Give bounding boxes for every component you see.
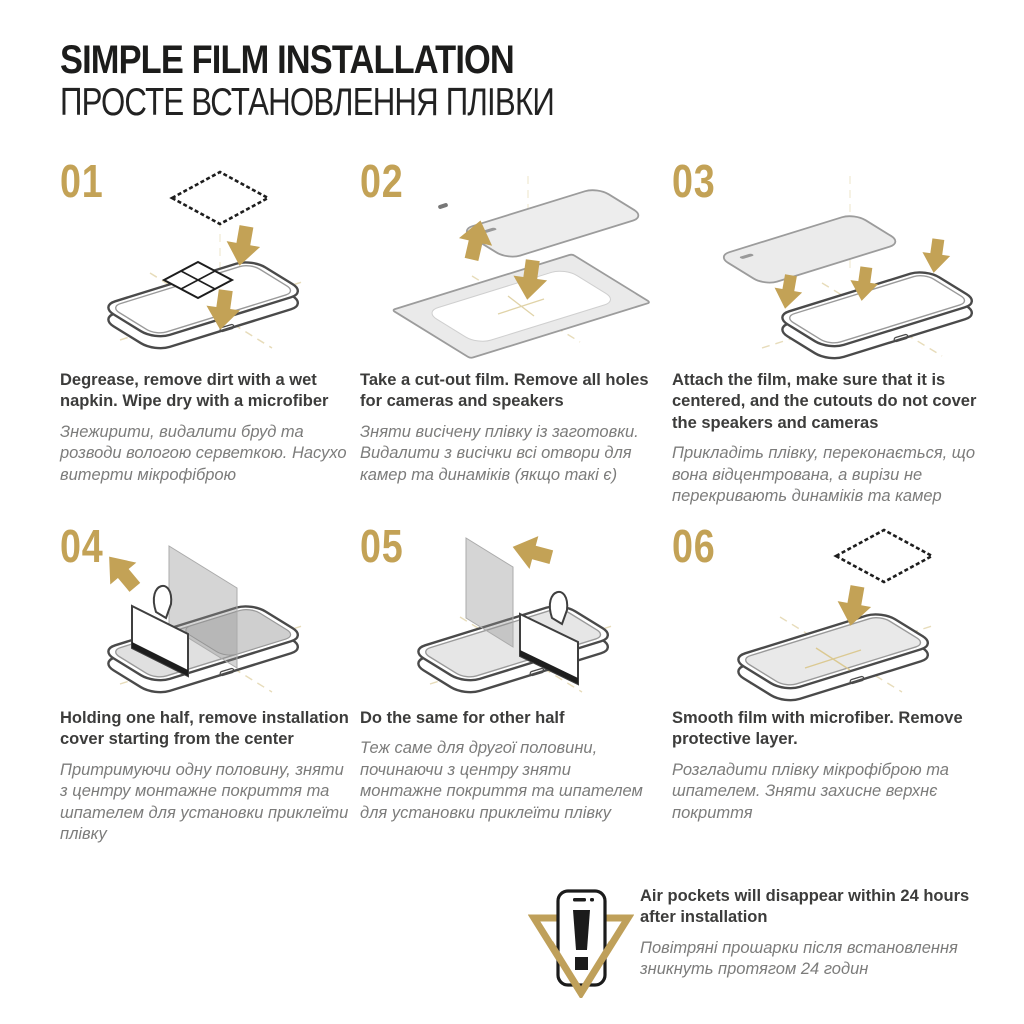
warning-text-en: Air pockets will disappear within 24 hours after installation xyxy=(640,887,970,927)
microfiber-cloth-icon xyxy=(172,172,268,224)
cutout-film-sheet-icon xyxy=(380,158,660,363)
step-06-text-en: Smooth film with microfiber. Remove protective layer. xyxy=(672,709,963,749)
step-04-number: 04 xyxy=(60,520,104,572)
step-02-text xyxy=(360,370,654,486)
microfiber-cloth-icon xyxy=(836,530,932,582)
phone-icon xyxy=(774,269,980,362)
step-05-number: 05 xyxy=(360,520,404,572)
warning-text xyxy=(640,886,996,981)
step-02-text-ua: Зняти висічену плівку із заготовки. Видалити з висічки всі отвори для камер та динаміків (якщо такі є) xyxy=(360,422,639,484)
page-title xyxy=(60,40,677,122)
step-05-text-en: Do the same for other half xyxy=(360,709,565,727)
step-06-number: 06 xyxy=(672,520,716,572)
peel-other-half-squeegee-icon xyxy=(380,525,660,703)
microfiber-napkin-phone-icon xyxy=(70,158,350,363)
step-04-text xyxy=(60,708,352,846)
step-02-text-en: Take a cut-out film. Remove all holes for cameras and speakers xyxy=(360,371,649,411)
arrow-left-icon xyxy=(508,530,555,573)
arrow-down-icon xyxy=(920,237,952,275)
step-03-number: 03 xyxy=(672,155,716,207)
step-03-text xyxy=(672,370,998,508)
step-03-text-en: Attach the film, make sure that it is centered, and the cutouts do not cover the speakers and cameras xyxy=(672,371,977,432)
warning-text-ua: Повітряні прошарки після встановлення зникнуть протягом 24 годин xyxy=(640,938,958,979)
phone-exclamation-triangle-icon xyxy=(528,886,634,998)
step-03-text-ua: Прикладіть плівку, переконається, що вона відцентрована, а вирізи не перекривають динаміків та камер xyxy=(672,444,976,506)
page-title-en: SIMPLE FILM INSTALLATION xyxy=(60,38,514,82)
smooth-microfiber-phone-icon xyxy=(702,525,982,703)
step-04-text-ua: Притримуючи одну половину, зняти з центру монтажне покриття та шпателем для установки приклеїти плівку xyxy=(60,760,349,844)
step-06-text xyxy=(672,708,998,824)
step-05-text-ua: Теж саме для другої половини, починаючи з центру зняти монтажне покриття та шпателем для установки приклеїти плівку xyxy=(360,739,643,822)
step-02-number: 02 xyxy=(360,155,404,207)
arrow-up-left-icon xyxy=(96,546,148,598)
page-title-ua: ПРОСТЕ ВСТАНОВЛЕННЯ ПЛІВКИ xyxy=(60,81,554,124)
phone-icon xyxy=(730,611,936,703)
step-01-number: 01 xyxy=(60,155,104,207)
step-05-text xyxy=(360,708,656,824)
peel-half-squeegee-icon xyxy=(70,525,350,703)
film-icon xyxy=(717,213,902,285)
arrow-down-icon xyxy=(223,223,263,268)
step-01-text-ua: Знежирити, видалити бруд та розводи вологою серветкою. Насухо витерти мікрофіброю xyxy=(60,422,347,484)
step-04-text-en: Holding one half, remove installation cover starting from the center xyxy=(60,709,349,749)
step-06-text-ua: Розгладити плівку мікрофіброю та шпателем. Зняти захисне верхнє покриття xyxy=(672,760,949,822)
step-01-text-en: Degrease, remove dirt with a wet napkin. Wipe dry with a microfiber xyxy=(60,371,329,411)
step-01-text xyxy=(60,370,352,486)
film-sheet-icon xyxy=(392,254,651,358)
attach-film-phone-icon xyxy=(702,158,982,363)
